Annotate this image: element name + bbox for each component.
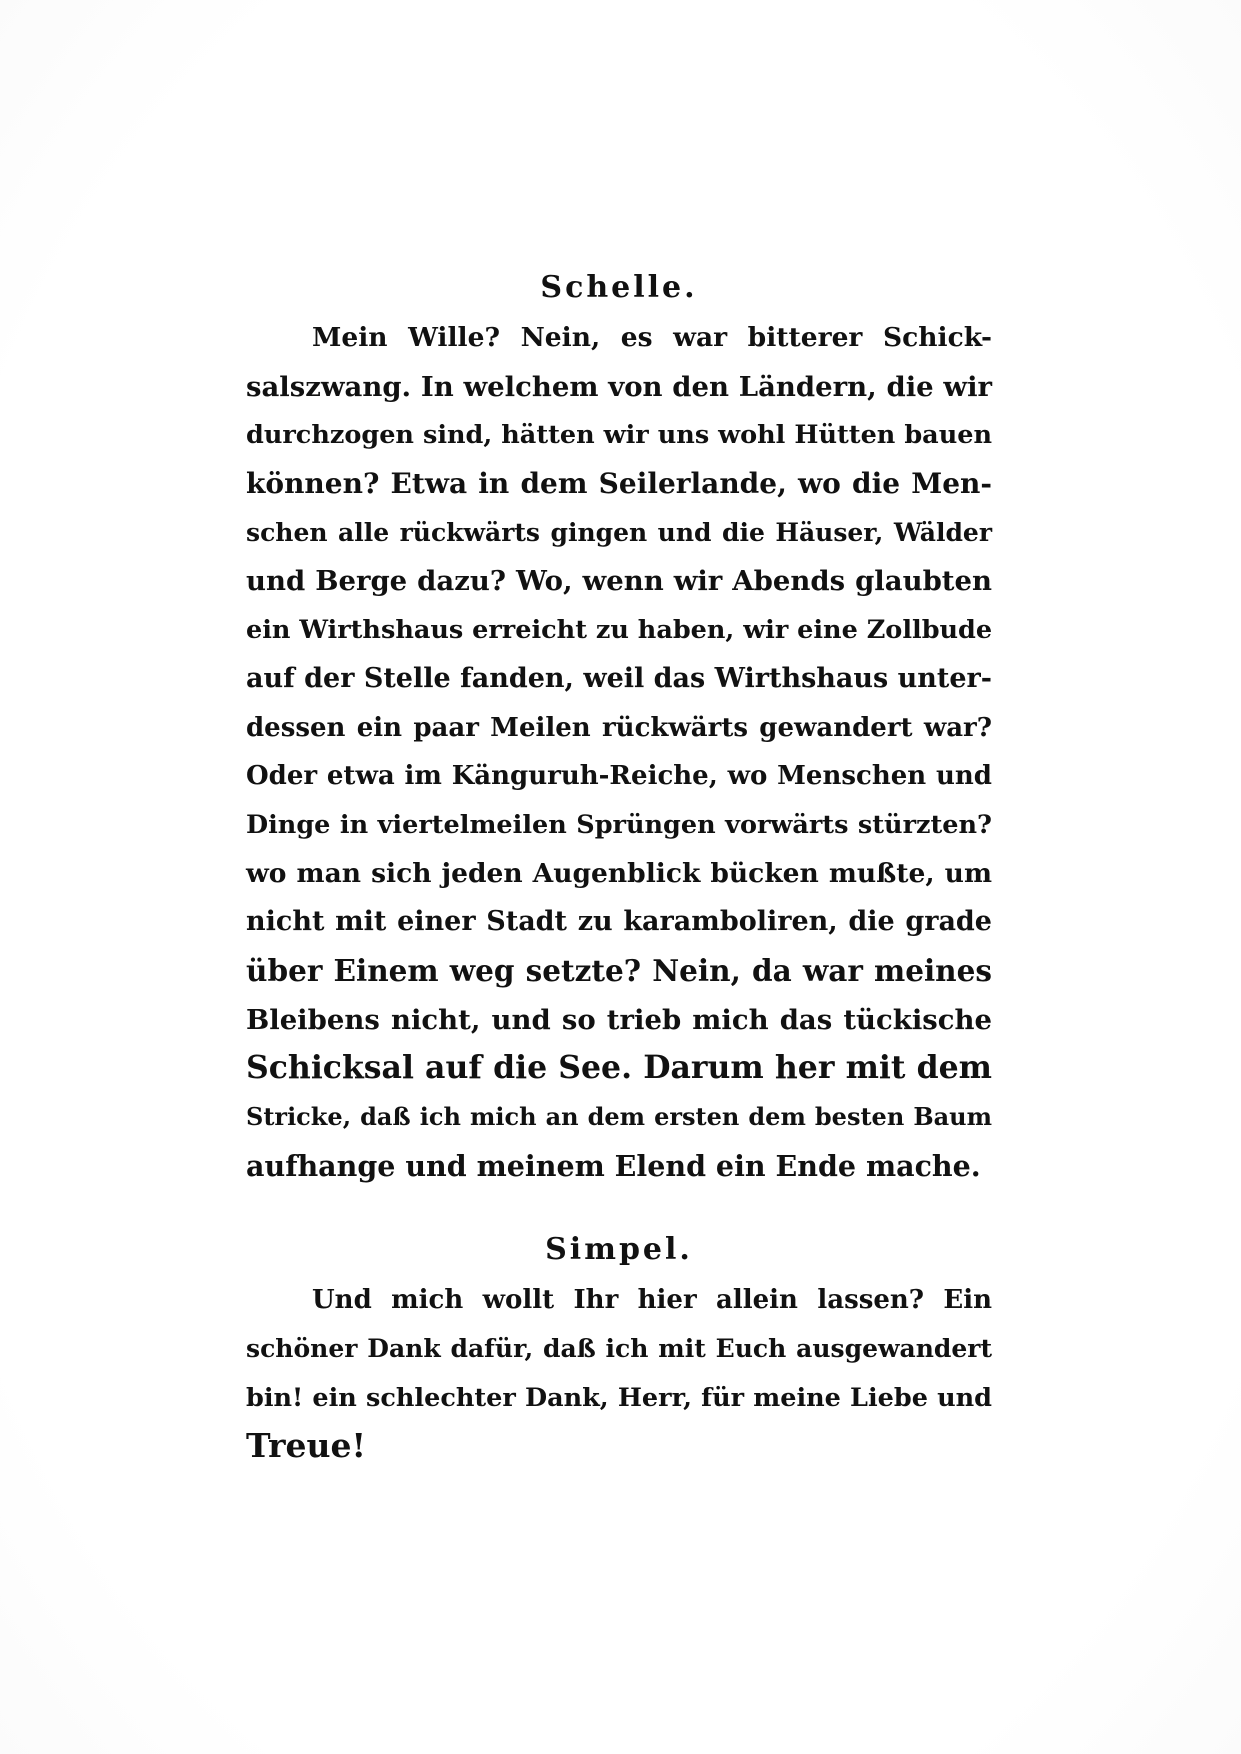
- text-line: Und mich wollt Ihr hier allein lassen? Ein: [312, 1285, 992, 1316]
- speaker-name-simpel: Simpel.: [545, 1232, 693, 1268]
- text-line: Oder etwa im Känguruh-Reiche, wo Menschen und: [246, 761, 992, 792]
- speech-schelle: [246, 314, 992, 1190]
- text-line: schöner Dank dafür, daß ich mit Euch ausgewandert: [246, 1334, 992, 1364]
- text-line: salszwang. In welchem von den Ländern, die wir: [246, 370, 992, 403]
- speaker-name-schelle: Schelle.: [540, 270, 698, 305]
- speech-simpel: [246, 1276, 992, 1471]
- text-line: bin! ein schlechter Dank, Herr, für meine Liebe und: [246, 1382, 992, 1413]
- text-line: Treue!: [246, 1426, 367, 1466]
- text-line: wo man sich jeden Augenblick bücken mußte, um: [246, 857, 992, 889]
- text-line: ein Wirthshaus erreicht zu haben, wir eine Zollbude: [246, 615, 993, 646]
- text-line: durchzogen sind, hätten wir uns wohl Hütten bauen: [246, 420, 992, 451]
- text-line: Bleibens nicht, und so trieb mich das tückische: [246, 1003, 992, 1036]
- text-line: Mein Wille? Nein, es war bitterer Schick-: [312, 322, 992, 353]
- text-line: können? Etwa in dem Seilerlande, wo die Men-: [246, 467, 992, 501]
- text-line: dessen ein paar Meilen rückwärts gewandert war?: [246, 712, 992, 743]
- section-spacer: [246, 1190, 992, 1224]
- text-line: auf der Stelle fanden, weil das Wirthshaus unter-: [246, 662, 992, 694]
- text-line: und Berge dazu? Wo, wenn wir Abends glaubten: [246, 565, 992, 598]
- text-line: über Einem weg setzte? Nein, da war meines: [246, 952, 992, 988]
- page-text: [246, 262, 992, 1471]
- text-line: Dinge in viertelmeilen Sprüngen vorwärts stürzten?: [246, 809, 992, 840]
- text-line: aufhange und meinem Elend ein Ende mache.: [246, 1148, 981, 1183]
- text-line: Stricke, daß ich mich an dem ersten dem besten Baum: [246, 1102, 992, 1131]
- text-line: nicht mit einer Stadt zu karamboliren, die grade: [246, 906, 992, 938]
- text-line: Schicksal auf die See. Darum her mit dem: [246, 1049, 992, 1087]
- text-line: schen alle rückwärts gingen und die Häuser, Wälder: [246, 517, 992, 547]
